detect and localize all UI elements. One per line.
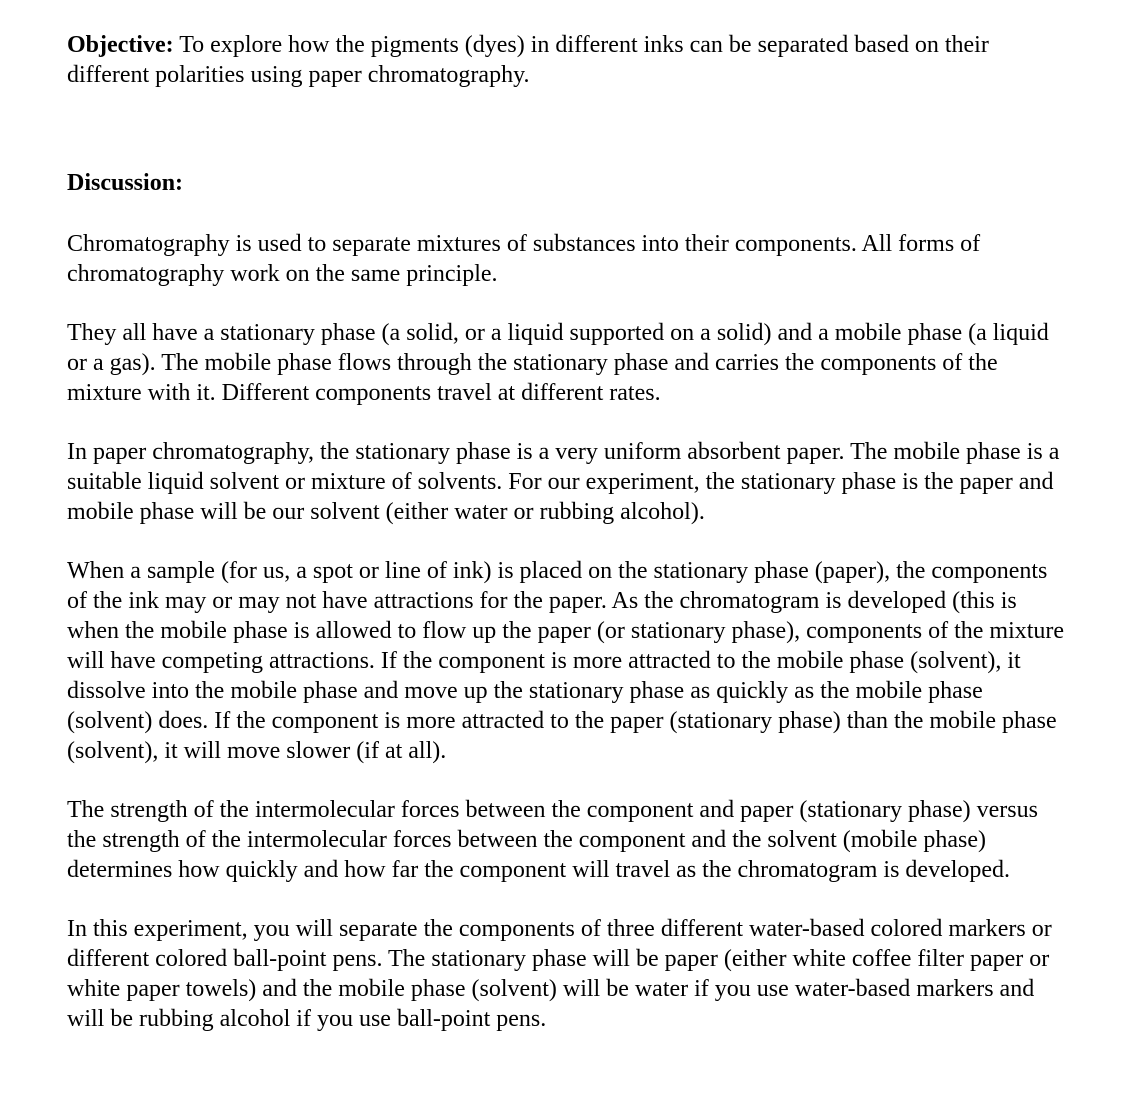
objective-label: Objective:	[67, 32, 174, 58]
discussion-paragraph: Chromatography is used to separate mixtures of substances into their components. All forms of chromatography work on the same principle.	[67, 231, 981, 287]
objective-text: To explore how the pigments (dyes) in different inks can be separated based on their different polarities using paper chromatography.	[67, 32, 989, 88]
document-page	[67, 30, 1067, 1034]
discussion-paragraph: In paper chromatography, the stationary phase is a very uniform absorbent paper. The mobile phase is a suitable liquid solvent or mixture of solvents. For our experiment, the stationary phase is the paper and mobile phase will be our solvent (either water or rubbing alcohol).	[67, 439, 1060, 525]
discussion-paragraph: When a sample (for us, a spot or line of ink) is placed on the stationary phase (paper), the components of the ink may or may not have attractions for the paper. As the chromatogram is developed (this is when the mobile phase is allowed to flow up the paper (or stationary phase), components of the mixture will have competing attractions. If the component is more attracted to the mobile phase (solvent), it dissolve into the mobile phase and move up the stationary phase as quickly as the mobile phase (solvent) does. If the component is more attracted to the paper (stationary phase) than the mobile phase (solvent), it will move slower (if at all).	[67, 558, 1065, 764]
discussion-paragraph: The strength of the intermolecular forces between the component and paper (stationary phase) versus the strength of the intermolecular forces between the component and the solvent (mobile phase) determines how quickly and how far the component will travel as the chromatogram is developed.	[67, 797, 1038, 883]
discussion-paragraph: In this experiment, you will separate the components of three different water-based colored markers or different colored ball-point pens. The stationary phase will be paper (either white coffee filter paper or white paper towels) and the mobile phase (solvent) will be water if you use water-based markers and will be rubbing alcohol if you use ball-point pens.	[67, 916, 1052, 1032]
discussion-paragraph: They all have a stationary phase (a solid, or a liquid supported on a solid) and a mobile phase (a liquid or a gas). The mobile phase flows through the stationary phase and carries the components of the mixture with it. Different components travel at different rates.	[67, 320, 1049, 406]
discussion-heading: Discussion:	[67, 170, 184, 196]
objective-paragraph	[67, 30, 1067, 90]
